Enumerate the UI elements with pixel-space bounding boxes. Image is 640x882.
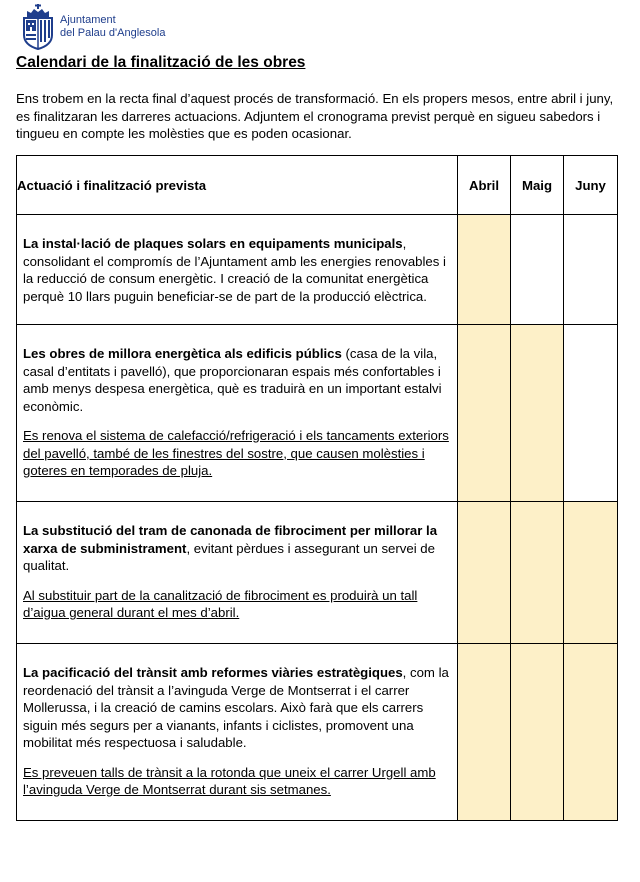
header-month-may: Maig [511,156,564,215]
header [20,4,165,50]
intro-paragraph: Ens trobem en la recta final d’aquest procés de transformació. En els propers mesos, entre abril i juny, es finalitzaran les darreres actuacions. Adjuntem el cronograma previst perquè en sigueu sabedors i tingueu en compte les molèsties que es poden ocasionar. [16,91,614,141]
table-header-row [17,156,618,215]
action-text: , com la reordenació del trànsit a l’avinguda Verge de Montserrat i el carrer Mollerussa, i la creació de camins escolars. Això farà que els carrers siguin més segurs per a vianants, infants i ciclistes, promovent una mobilitat més respectuosa i saludable. [23,665,449,750]
action-note: Al substituir part de la canalització de fibrociment es produirà un tall d’aigua general durant el mes d’abril. [23,587,418,620]
month-cell-april [458,215,511,325]
table-row [17,215,618,325]
table-row [17,644,618,821]
action-cell [17,502,458,644]
action-cell [17,215,458,325]
month-cell-june [564,215,618,325]
action-description [23,235,451,305]
month-cell-may [511,215,564,325]
schedule-table [16,155,618,821]
organization-name-line2: del Palau d'Anglesola [60,27,166,39]
table-row [17,502,618,644]
action-text: (casa de la vila, casal d’entitats i pavelló), que proporcionaran espais més confortables i amb menys despesa energètica, què es traduirà en un important estalvi econòmic. [23,346,442,414]
table-row [17,325,618,502]
action-cell [17,325,458,502]
month-cell-june [564,644,618,821]
organization-name-line1: Ajuntament [60,14,116,26]
header-month-april: Abril [458,156,511,215]
action-cell [17,644,458,821]
month-cell-may [511,644,564,821]
header-action: Actuació i finalització prevista [17,156,458,215]
municipal-coat-of-arms-icon [20,4,56,50]
month-cell-may [511,325,564,502]
action-note: Es renova el sistema de calefacció/refrigeració i els tancaments exteriors del pavelló, també de les finestres del sostre, que causen molèsties i goteres en temporades de pluja. [23,428,449,478]
page-title: Calendari de la finalització de les obres [16,54,306,71]
action-title: Les obres de millora energètica als edificis públics [23,346,342,361]
month-cell-april [458,325,511,502]
month-cell-june [564,325,618,502]
action-description [23,522,451,575]
action-description [23,345,451,415]
month-cell-april [458,502,511,644]
action-title: La pacificació del trànsit amb reformes viàries estratègiques [23,665,403,680]
action-text: , evitant pèrdues i assegurant un servei de qualitat. [23,540,435,573]
action-title: La substitució del tram de canonada de fibrociment per millorar la xarxa de subministrament [23,523,438,556]
header-month-june: Juny [564,156,618,215]
organization-name [60,14,165,40]
action-title: La instal·lació de plaques solars en equipaments municipals [23,236,403,251]
action-text: , consolidant el compromís de l’Ajuntament amb les energies renovables i la reducció de consum energètic. I creació de la comunitat energètica perquè 10 llars puguin beneficiar-se de part de la producció elèctrica. [23,236,446,304]
month-cell-may [511,502,564,644]
action-note: Es preveuen talls de trànsit a la rotonda que uneix el carrer Urgell amb l’avinguda Verge de Montserrat durant sis setmanes. [23,764,436,797]
month-cell-june [564,502,618,644]
action-description [23,664,451,752]
month-cell-april [458,644,511,821]
